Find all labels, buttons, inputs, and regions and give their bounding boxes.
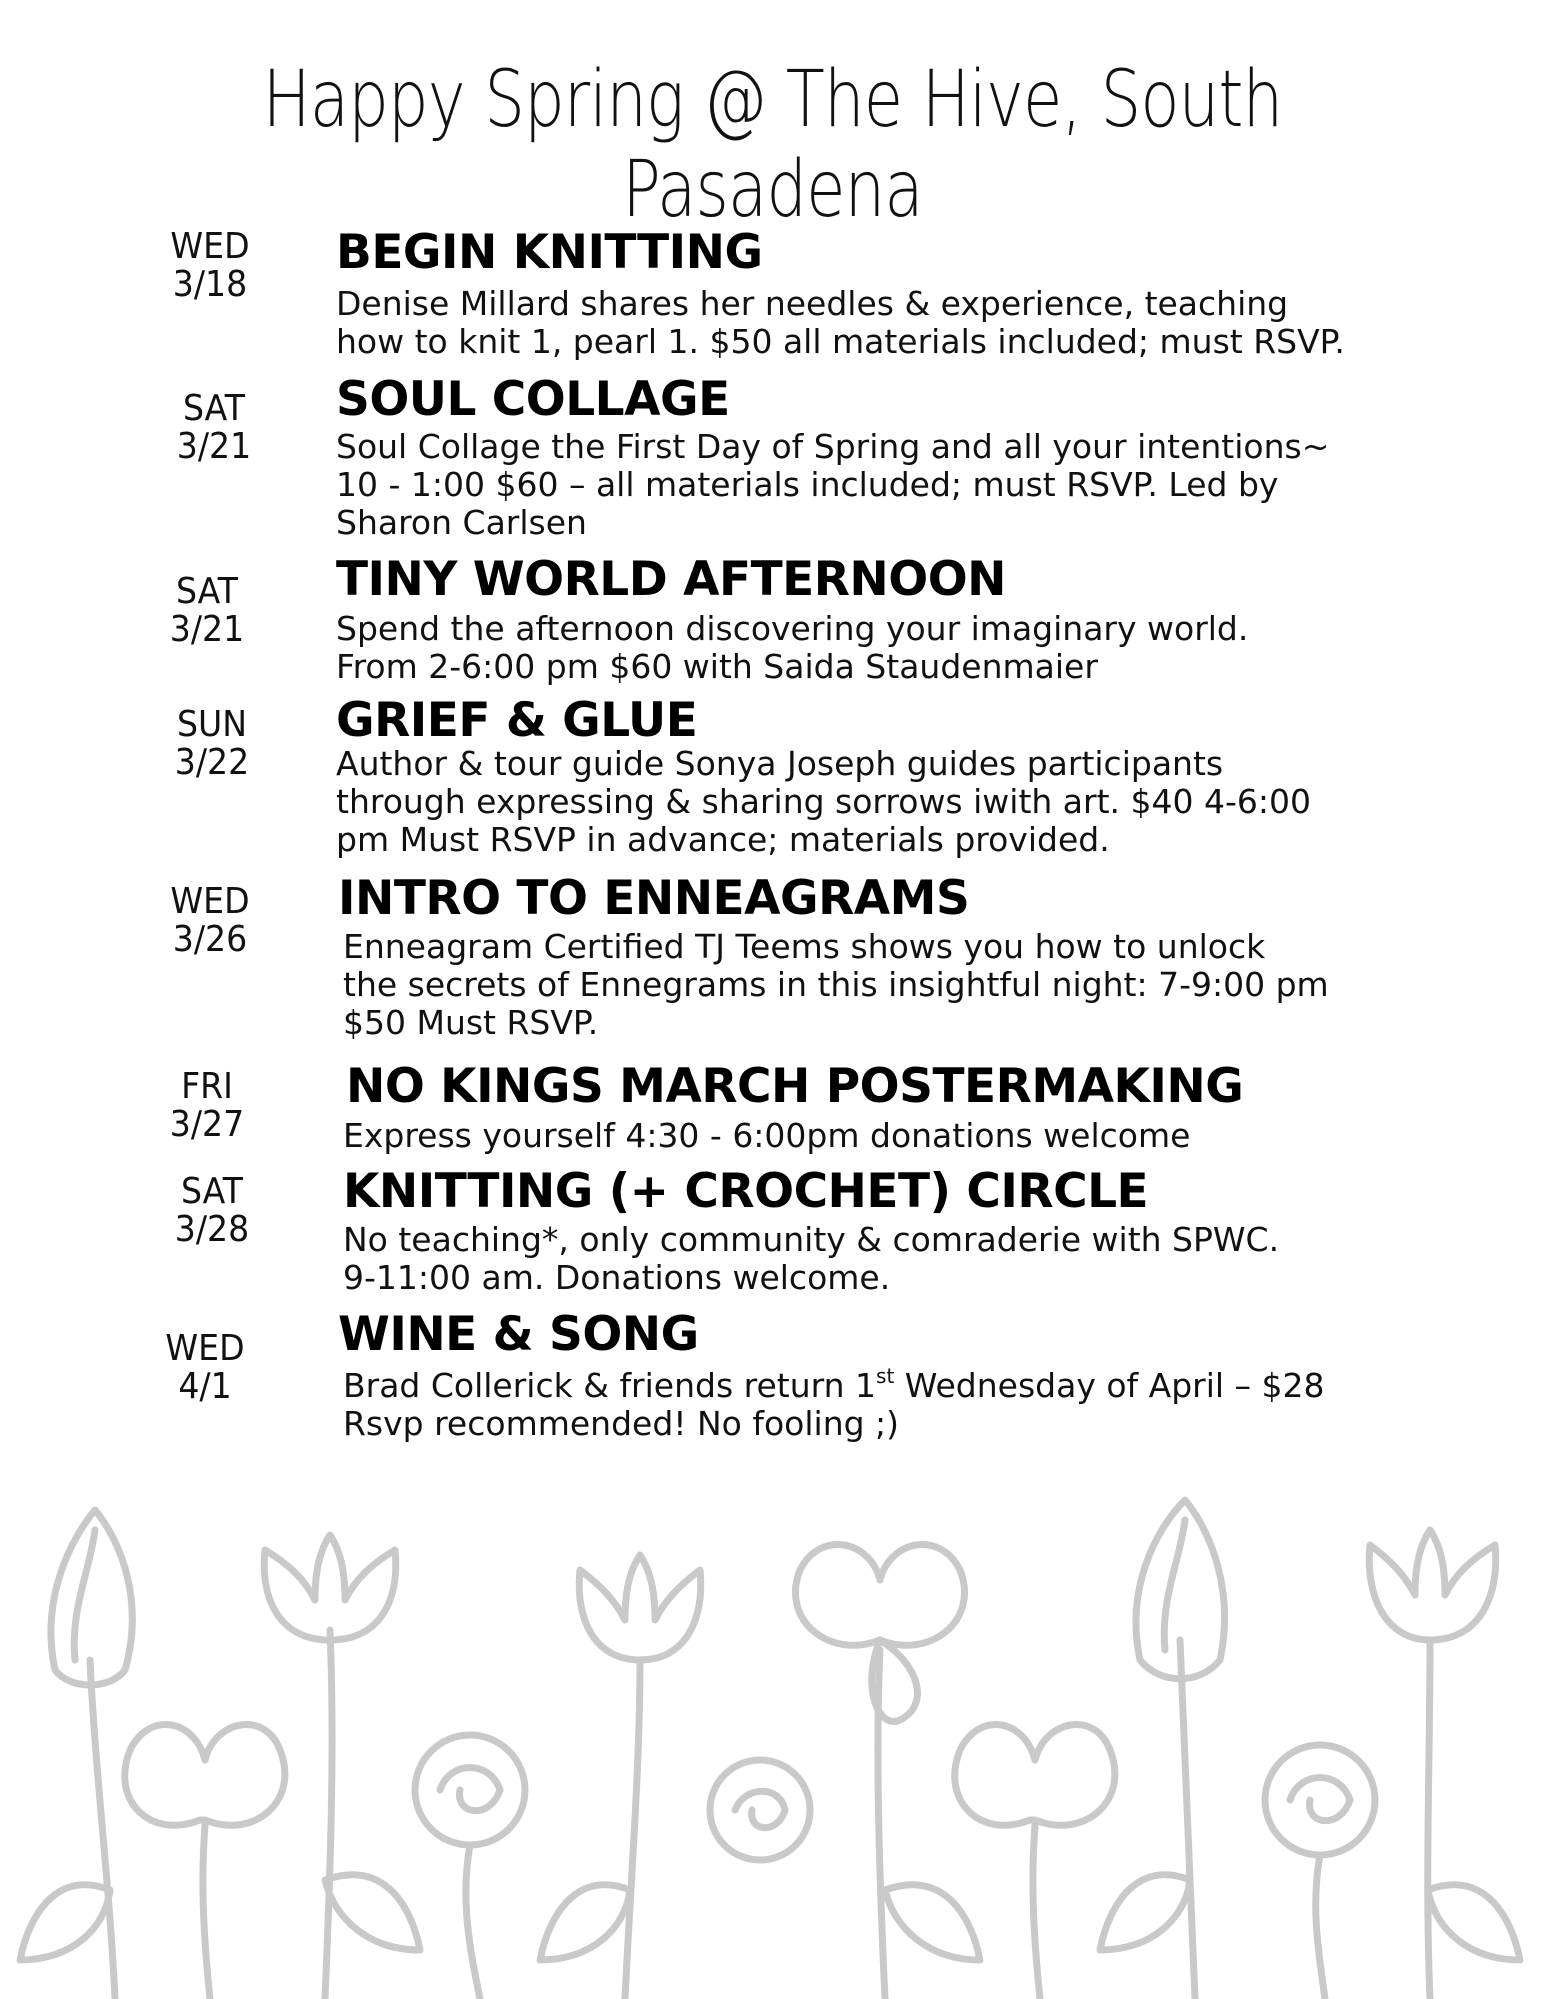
leaf [1316,1855,1325,1999]
flower-stem [90,1660,115,1999]
rose-flower [735,1791,785,1827]
event-weekday: WED [165,1328,245,1369]
event-description-line: Spend the afternoon discovering your imaginary world. [336,609,1249,648]
event-title: SOUL COLLAGE [336,372,730,427]
event-title: BEGIN KNITTING [336,225,763,280]
event-date [143,1068,272,1144]
rose-flower [415,1735,525,1845]
event-description-line: 9-11:00 am. Donations welcome. [343,1258,891,1297]
event-title: INTRO TO ENNEAGRAMS [338,871,970,926]
event-description-line: how to knit 1, pearl 1. $50 all materials included; must RSVP. [336,322,1345,361]
event-description-line: through expressing & sharing sorrows iwith art. $40 4-6:00 [336,782,1311,821]
event-description-line: Express yourself 4:30 - 6:00pm donations welcome [343,1116,1191,1155]
pansy-flower [125,1725,285,1826]
event-date [146,228,275,304]
leaf [1100,1875,1190,1950]
flower-stem [1428,1640,1430,1999]
event-description [343,928,1329,1042]
event-weekday: SAT [176,571,238,612]
event-description-line: Enneagram Certified TJ Teems shows you how to unlock [343,927,1266,966]
event-day-number: 3/22 [174,742,250,783]
page-title: Happy Spring @ The Hive, South Pasadena [262,55,1283,235]
event-weekday: SAT [183,388,245,429]
rose-flower [710,1760,810,1860]
leaf [20,1885,110,1960]
event-date [148,1173,277,1249]
event-description-line: the secrets of Ennegrams in this insightful night: 7-9:00 pm [343,965,1329,1004]
floral-illustration [0,1490,1545,1999]
event-description-line: pm Must RSVP in advance; materials provided. [336,820,1110,859]
event-description-line: Rsvp recommended! No fooling ;) [343,1404,900,1443]
event-day-number: 4/1 [178,1366,232,1407]
flower-stem [878,1650,885,1999]
event-day-number: 3/28 [174,1209,250,1250]
event-description-line [343,1364,1325,1405]
event-description [336,428,1329,542]
tulip-head [579,1555,701,1660]
event-description-line: Author & tour guide Sonya Joseph guides participants [336,744,1224,783]
rose-flower [440,1768,500,1811]
flower-stem [1180,1640,1195,1999]
event-title: NO KINGS MARCH POSTERMAKING [346,1059,1244,1114]
event-description-text: Wednesday of April – $28 [894,1366,1325,1405]
event-weekday: WED [170,226,250,267]
flower-stem [325,1630,332,1999]
event-description [336,285,1345,361]
event-day-number: 3/21 [169,609,245,650]
event-description-line: No teaching*, only community & comraderie with SPWC. [343,1220,1280,1259]
leaf [466,1845,480,1999]
event-title: TINY WORLD AFTERNOON [336,552,1007,607]
leaf [540,1885,630,1960]
rose-flower [1265,1745,1375,1855]
rose-flower [1290,1778,1350,1821]
leaf [325,1875,420,1950]
tulip-head [264,1535,395,1640]
event-title: GRIEF & GLUE [336,693,698,748]
event-description [343,1117,1190,1155]
event-date [146,883,275,959]
event-description-text: Brad Collerick & friends return 1 [343,1366,877,1405]
pansy-flower [795,1545,964,1646]
tulip-head [1369,1530,1495,1640]
event-weekday: WED [170,881,250,922]
event-description-line: $50 Must RSVP. [343,1003,599,1042]
event-description-line: Denise Millard shares her needles & experience, teaching [336,284,1289,323]
event-day-number: 3/21 [176,426,252,467]
event-weekday: SAT [181,1171,243,1212]
pansy-flower [955,1725,1115,1826]
event-day-number: 3/27 [169,1104,245,1145]
leaf [203,1825,210,1999]
event-description [336,745,1311,859]
event-description [343,1364,1325,1443]
event-description-line: Soul Collage the First Day of Spring and all your intentions~ [336,427,1330,466]
event-date [150,390,279,466]
event-description [336,610,1248,686]
event-description-line: 10 - 1:00 $60 – all materials included; must RSVP. Led by [336,465,1279,504]
ordinal-suffix: st [876,1364,895,1388]
event-weekday: SUN [176,704,248,745]
event-weekday: FRI [181,1066,233,1107]
leaf [885,1885,980,1960]
flower-stem [625,1660,640,1999]
event-date [148,706,277,782]
event-day-number: 3/26 [172,919,248,960]
flower-bud [1164,1520,1185,1650]
event-description-line: Sharon Carlsen [336,503,587,542]
event-date [141,1330,270,1406]
event-description-line: From 2-6:00 pm $60 with Saida Staudenmaier [336,647,1098,686]
flower-bud [74,1530,95,1660]
event-title: KNITTING (+ CROCHET) CIRCLE [343,1164,1149,1219]
event-day-number: 3/18 [172,264,248,305]
event-date [143,573,272,649]
event-title: WINE & SONG [338,1307,699,1362]
leaf [1428,1885,1520,1960]
leaf [1033,1825,1040,1999]
event-description [343,1221,1279,1297]
